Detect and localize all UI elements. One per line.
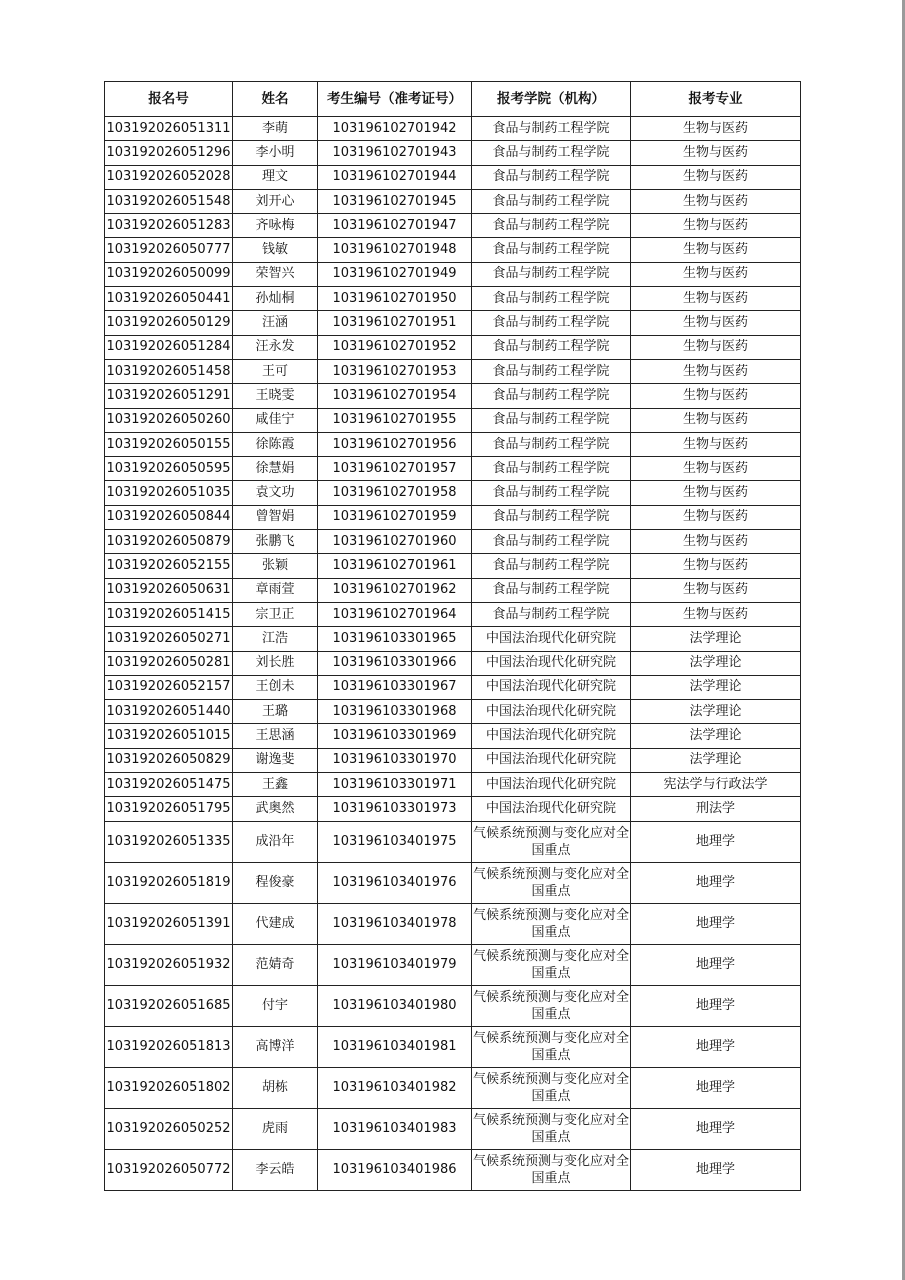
name-cell: 胡栋	[233, 1067, 318, 1108]
major-cell: 地理学	[631, 1026, 801, 1067]
college-cell: 气候系统预测与变化应对全国重点	[472, 1026, 631, 1067]
candidate-no-cell: 103196102701942	[318, 117, 472, 141]
college-cell: 食品与制药工程学院	[472, 578, 631, 602]
candidate-no-cell: 103196103401979	[318, 944, 472, 985]
registration-no-cell: 103192026050099	[105, 262, 233, 286]
table-row	[105, 985, 801, 1026]
major-cell: 生物与医药	[631, 262, 801, 286]
college-cell: 中国法治现代化研究院	[472, 651, 631, 675]
table-row	[105, 903, 801, 944]
candidate-no-cell: 103196103401986	[318, 1149, 472, 1190]
major-cell: 生物与医药	[631, 238, 801, 262]
name-cell: 钱敏	[233, 238, 318, 262]
name-cell: 孙灿桐	[233, 287, 318, 311]
major-cell: 法学理论	[631, 651, 801, 675]
major-cell: 生物与医药	[631, 602, 801, 626]
registration-no-cell: 103192026051291	[105, 384, 233, 408]
college-cell: 食品与制药工程学院	[472, 214, 631, 238]
major-cell: 生物与医药	[631, 189, 801, 213]
college-cell: 中国法治现代化研究院	[472, 797, 631, 821]
college-cell: 食品与制药工程学院	[472, 311, 631, 335]
college-cell: 气候系统预测与变化应对全国重点	[472, 1149, 631, 1190]
major-cell: 生物与医药	[631, 530, 801, 554]
major-cell: 地理学	[631, 944, 801, 985]
name-cell: 虎雨	[233, 1108, 318, 1149]
college-cell: 食品与制药工程学院	[472, 262, 631, 286]
table-row	[105, 530, 801, 554]
candidate-no-cell: 103196102701955	[318, 408, 472, 432]
name-cell: 章雨萱	[233, 578, 318, 602]
table-row	[105, 944, 801, 985]
candidate-no-cell: 103196102701964	[318, 602, 472, 626]
name-cell: 汪涵	[233, 311, 318, 335]
registration-no-cell: 103192026051813	[105, 1026, 233, 1067]
registration-no-cell: 103192026051795	[105, 797, 233, 821]
major-cell: 法学理论	[631, 700, 801, 724]
candidate-no-cell: 103196102701953	[318, 359, 472, 383]
candidate-no-cell: 103196102701945	[318, 189, 472, 213]
registration-no-cell: 103192026051296	[105, 141, 233, 165]
major-cell: 生物与医药	[631, 359, 801, 383]
header-name: 姓名	[233, 82, 318, 117]
table-row	[105, 821, 801, 862]
major-cell: 刑法学	[631, 797, 801, 821]
registration-no-cell: 103192026051015	[105, 724, 233, 748]
candidate-no-cell: 103196102701951	[318, 311, 472, 335]
registration-no-cell: 103192026051932	[105, 944, 233, 985]
table-row	[105, 748, 801, 772]
major-cell: 地理学	[631, 862, 801, 903]
major-cell: 地理学	[631, 985, 801, 1026]
registration-no-cell: 103192026051685	[105, 985, 233, 1026]
registration-no-cell: 103192026051475	[105, 773, 233, 797]
college-cell: 食品与制药工程学院	[472, 359, 631, 383]
college-cell: 食品与制药工程学院	[472, 335, 631, 359]
table-row	[105, 408, 801, 432]
header-candidate-no: 考生编号（准考证号）	[318, 82, 472, 117]
college-cell: 气候系统预测与变化应对全国重点	[472, 1108, 631, 1149]
major-cell: 法学理论	[631, 724, 801, 748]
name-cell: 袁文功	[233, 481, 318, 505]
name-cell: 李小明	[233, 141, 318, 165]
table-row	[105, 165, 801, 189]
college-cell: 食品与制药工程学院	[472, 457, 631, 481]
candidate-no-cell: 103196103301969	[318, 724, 472, 748]
candidate-no-cell: 103196103401976	[318, 862, 472, 903]
candidate-no-cell: 103196102701962	[318, 578, 472, 602]
registration-no-cell: 103192026050260	[105, 408, 233, 432]
candidate-no-cell: 103196102701950	[318, 287, 472, 311]
table-row	[105, 773, 801, 797]
table-row	[105, 359, 801, 383]
candidate-no-cell: 103196102701954	[318, 384, 472, 408]
candidate-no-cell: 103196103401980	[318, 985, 472, 1026]
college-cell: 食品与制药工程学院	[472, 165, 631, 189]
registration-no-cell: 103192026051284	[105, 335, 233, 359]
table-row	[105, 724, 801, 748]
name-cell: 江浩	[233, 627, 318, 651]
name-cell: 谢逸斐	[233, 748, 318, 772]
name-cell: 汪永发	[233, 335, 318, 359]
name-cell: 成沿年	[233, 821, 318, 862]
candidate-no-cell: 103196103401975	[318, 821, 472, 862]
registration-no-cell: 103192026050252	[105, 1108, 233, 1149]
name-cell: 程俊豪	[233, 862, 318, 903]
registration-no-cell: 103192026051335	[105, 821, 233, 862]
candidate-no-cell: 103196102701961	[318, 554, 472, 578]
candidate-no-cell: 103196102701952	[318, 335, 472, 359]
candidate-no-cell: 103196102701957	[318, 457, 472, 481]
candidate-no-cell: 103196102701959	[318, 505, 472, 529]
name-cell: 曾智娟	[233, 505, 318, 529]
candidate-no-cell: 103196103301965	[318, 627, 472, 651]
table-row	[105, 117, 801, 141]
name-cell: 荣智兴	[233, 262, 318, 286]
candidate-no-cell: 103196102701943	[318, 141, 472, 165]
registration-no-cell: 103192026051802	[105, 1067, 233, 1108]
candidate-no-cell: 103196102701960	[318, 530, 472, 554]
college-cell: 食品与制药工程学院	[472, 481, 631, 505]
candidate-no-cell: 103196103401983	[318, 1108, 472, 1149]
college-cell: 气候系统预测与变化应对全国重点	[472, 1067, 631, 1108]
table-row	[105, 238, 801, 262]
major-cell: 地理学	[631, 1108, 801, 1149]
table-row	[105, 262, 801, 286]
major-cell: 生物与医药	[631, 384, 801, 408]
registration-no-cell: 103192026050281	[105, 651, 233, 675]
table-row	[105, 287, 801, 311]
name-cell: 咸佳宁	[233, 408, 318, 432]
registration-no-cell: 103192026052155	[105, 554, 233, 578]
registration-no-cell: 103192026050155	[105, 432, 233, 456]
candidate-no-cell: 103196103301968	[318, 700, 472, 724]
table-row	[105, 311, 801, 335]
college-cell: 中国法治现代化研究院	[472, 773, 631, 797]
registration-no-cell: 103192026050772	[105, 1149, 233, 1190]
candidate-no-cell: 103196103401982	[318, 1067, 472, 1108]
college-cell: 食品与制药工程学院	[472, 141, 631, 165]
registration-no-cell: 103192026051415	[105, 602, 233, 626]
college-cell: 食品与制药工程学院	[472, 554, 631, 578]
major-cell: 生物与医药	[631, 117, 801, 141]
major-cell: 宪法学与行政法学	[631, 773, 801, 797]
name-cell: 王思涵	[233, 724, 318, 748]
candidate-no-cell: 103196102701947	[318, 214, 472, 238]
name-cell: 宗卫正	[233, 602, 318, 626]
table-row	[105, 675, 801, 699]
college-cell: 食品与制药工程学院	[472, 408, 631, 432]
major-cell: 生物与医药	[631, 432, 801, 456]
admission-roster-table	[104, 81, 801, 1191]
major-cell: 生物与医药	[631, 408, 801, 432]
candidate-no-cell: 103196103301966	[318, 651, 472, 675]
table-row	[105, 432, 801, 456]
college-cell: 中国法治现代化研究院	[472, 627, 631, 651]
candidate-no-cell: 103196102701958	[318, 481, 472, 505]
name-cell: 武奥然	[233, 797, 318, 821]
major-cell: 地理学	[631, 1149, 801, 1190]
table-row	[105, 602, 801, 626]
major-cell: 生物与医药	[631, 165, 801, 189]
major-cell: 法学理论	[631, 627, 801, 651]
name-cell: 理文	[233, 165, 318, 189]
registration-no-cell: 103192026050844	[105, 505, 233, 529]
college-cell: 食品与制药工程学院	[472, 238, 631, 262]
registration-no-cell: 103192026051458	[105, 359, 233, 383]
name-cell: 刘长胜	[233, 651, 318, 675]
table-row	[105, 189, 801, 213]
registration-no-cell: 103192026051548	[105, 189, 233, 213]
major-cell: 地理学	[631, 903, 801, 944]
major-cell: 生物与医药	[631, 457, 801, 481]
header-registration-no: 报名号	[105, 82, 233, 117]
college-cell: 气候系统预测与变化应对全国重点	[472, 903, 631, 944]
college-cell: 中国法治现代化研究院	[472, 724, 631, 748]
registration-no-cell: 103192026050129	[105, 311, 233, 335]
name-cell: 刘开心	[233, 189, 318, 213]
table-row	[105, 862, 801, 903]
table-row	[105, 1026, 801, 1067]
candidate-no-cell: 103196102701944	[318, 165, 472, 189]
header-major: 报考专业	[631, 82, 801, 117]
candidate-no-cell: 103196102701956	[318, 432, 472, 456]
name-cell: 王璐	[233, 700, 318, 724]
registration-no-cell: 103192026051819	[105, 862, 233, 903]
name-cell: 王鑫	[233, 773, 318, 797]
candidate-no-cell: 103196103401981	[318, 1026, 472, 1067]
major-cell: 法学理论	[631, 675, 801, 699]
name-cell: 王创未	[233, 675, 318, 699]
college-cell: 气候系统预测与变化应对全国重点	[472, 985, 631, 1026]
table-row	[105, 141, 801, 165]
registration-no-cell: 103192026052028	[105, 165, 233, 189]
college-cell: 食品与制药工程学院	[472, 432, 631, 456]
registration-no-cell: 103192026052157	[105, 675, 233, 699]
name-cell: 代建成	[233, 903, 318, 944]
college-cell: 中国法治现代化研究院	[472, 675, 631, 699]
registration-no-cell: 103192026050271	[105, 627, 233, 651]
name-cell: 徐陈霞	[233, 432, 318, 456]
major-cell: 生物与医药	[631, 214, 801, 238]
table-row	[105, 214, 801, 238]
table-row	[105, 578, 801, 602]
major-cell: 生物与医药	[631, 554, 801, 578]
college-cell: 中国法治现代化研究院	[472, 700, 631, 724]
table-row	[105, 1108, 801, 1149]
registration-no-cell: 103192026050631	[105, 578, 233, 602]
table-row	[105, 457, 801, 481]
name-cell: 王可	[233, 359, 318, 383]
major-cell: 生物与医药	[631, 287, 801, 311]
table-body	[105, 117, 801, 1191]
college-cell: 食品与制药工程学院	[472, 287, 631, 311]
major-cell: 生物与医药	[631, 578, 801, 602]
candidate-no-cell: 103196102701948	[318, 238, 472, 262]
header-college: 报考学院（机构）	[472, 82, 631, 117]
college-cell: 气候系统预测与变化应对全国重点	[472, 944, 631, 985]
college-cell: 气候系统预测与变化应对全国重点	[472, 821, 631, 862]
table-header-row	[105, 82, 801, 117]
table-row	[105, 554, 801, 578]
name-cell: 张鹏飞	[233, 530, 318, 554]
table-row	[105, 384, 801, 408]
name-cell: 李萌	[233, 117, 318, 141]
registration-no-cell: 103192026050829	[105, 748, 233, 772]
candidate-no-cell: 103196103301967	[318, 675, 472, 699]
college-cell: 中国法治现代化研究院	[472, 748, 631, 772]
name-cell: 张颖	[233, 554, 318, 578]
major-cell: 生物与医药	[631, 481, 801, 505]
major-cell: 生物与医药	[631, 335, 801, 359]
table-row	[105, 627, 801, 651]
major-cell: 生物与医药	[631, 311, 801, 335]
candidate-no-cell: 103196103301971	[318, 773, 472, 797]
college-cell: 食品与制药工程学院	[472, 530, 631, 554]
registration-no-cell: 103192026051283	[105, 214, 233, 238]
name-cell: 李云皓	[233, 1149, 318, 1190]
registration-no-cell: 103192026050777	[105, 238, 233, 262]
college-cell: 食品与制药工程学院	[472, 189, 631, 213]
major-cell: 地理学	[631, 1067, 801, 1108]
name-cell: 徐慧娟	[233, 457, 318, 481]
table-row	[105, 700, 801, 724]
registration-no-cell: 103192026050595	[105, 457, 233, 481]
name-cell: 付宇	[233, 985, 318, 1026]
college-cell: 食品与制药工程学院	[472, 602, 631, 626]
registration-no-cell: 103192026050441	[105, 287, 233, 311]
college-cell: 食品与制药工程学院	[472, 505, 631, 529]
table-row	[105, 481, 801, 505]
major-cell: 生物与医药	[631, 141, 801, 165]
registration-no-cell: 103192026051391	[105, 903, 233, 944]
candidate-no-cell: 103196102701949	[318, 262, 472, 286]
table-row	[105, 1149, 801, 1190]
table-row	[105, 1067, 801, 1108]
candidate-no-cell: 103196103301973	[318, 797, 472, 821]
name-cell: 范婧奇	[233, 944, 318, 985]
college-cell: 食品与制药工程学院	[472, 384, 631, 408]
registration-no-cell: 103192026051035	[105, 481, 233, 505]
major-cell: 地理学	[631, 821, 801, 862]
candidate-no-cell: 103196103401978	[318, 903, 472, 944]
major-cell: 生物与医药	[631, 505, 801, 529]
major-cell: 法学理论	[631, 748, 801, 772]
college-cell: 气候系统预测与变化应对全国重点	[472, 862, 631, 903]
candidate-no-cell: 103196103301970	[318, 748, 472, 772]
table-row	[105, 797, 801, 821]
name-cell: 齐咏梅	[233, 214, 318, 238]
registration-no-cell: 103192026051311	[105, 117, 233, 141]
name-cell: 王晓雯	[233, 384, 318, 408]
college-cell: 食品与制药工程学院	[472, 117, 631, 141]
registration-no-cell: 103192026051440	[105, 700, 233, 724]
table-row	[105, 651, 801, 675]
table-row	[105, 335, 801, 359]
table-row	[105, 505, 801, 529]
registration-no-cell: 103192026050879	[105, 530, 233, 554]
name-cell: 高博洋	[233, 1026, 318, 1067]
